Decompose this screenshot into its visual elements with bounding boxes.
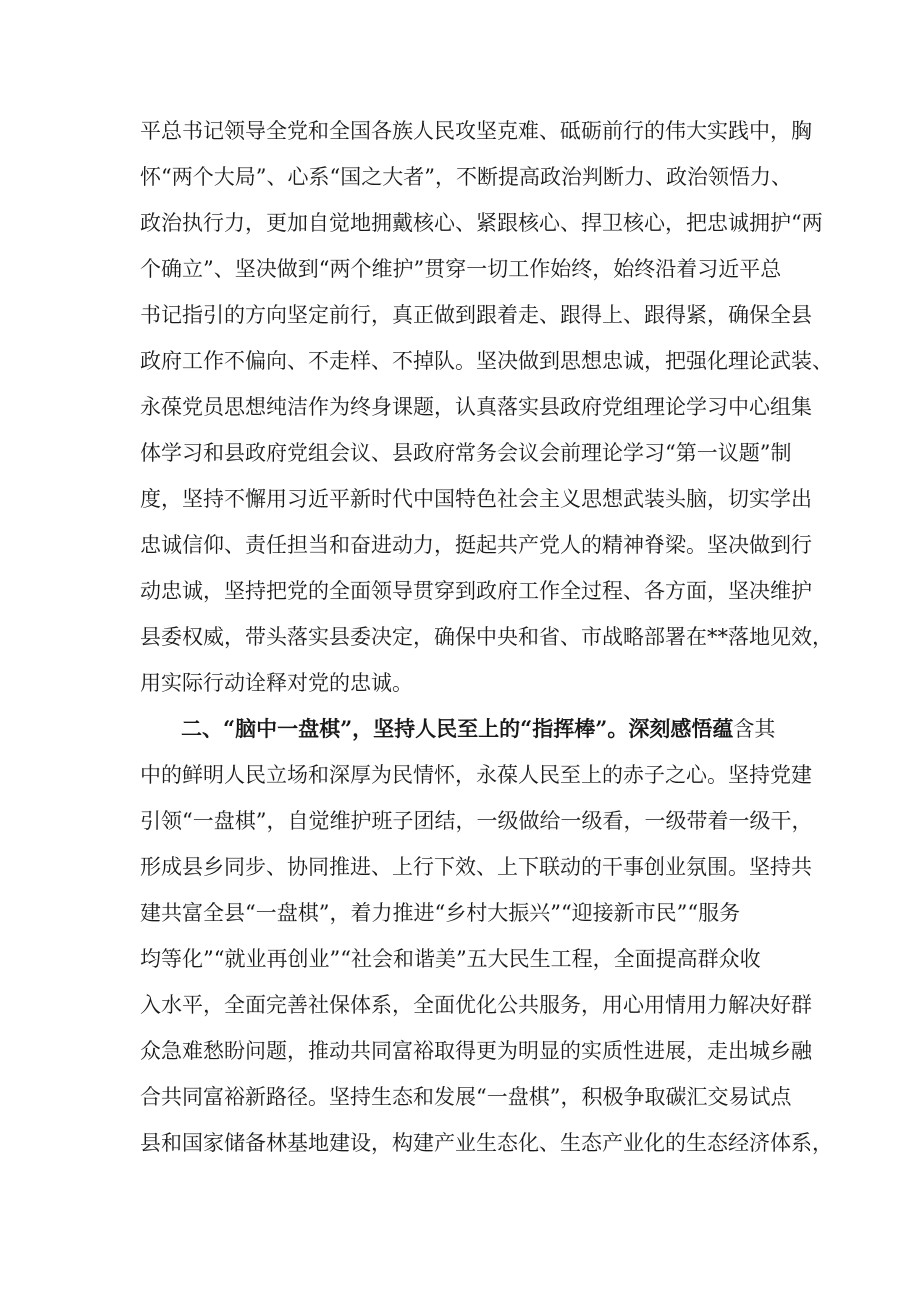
paragraph-1-line: 个确立”、坚决做到“两个维护”贯穿一切工作始终，始终沿着习近平总 bbox=[140, 257, 782, 281]
paragraph-1-line: 体学习和县政府党组会议、县政府常务会议会前理论学习“第一议题”制 bbox=[140, 441, 792, 465]
paragraph-1-line: 度，坚持不懈用习近平新时代中国特色社会主义思想武装头脑，切实学出 bbox=[140, 487, 812, 511]
section-heading-tail: 含其 bbox=[733, 717, 776, 741]
paragraph-2-line: 引领“一盘棋”，自觉维护班子团结，一级做给一级看，一级带着一级干， bbox=[140, 809, 813, 833]
section-heading: 二、“脑中一盘棋”，坚持人民至上的“指挥棒”。深刻感悟蕴 bbox=[181, 716, 734, 741]
paragraph-1-line: 永葆党员思想纯洁作为终身课题，认真落实县政府党组理论学习中心组集 bbox=[140, 395, 812, 419]
paragraph-2-line: 中的鲜明人民立场和深厚为民情怀，永葆人民至上的赤子之心。坚持党建 bbox=[140, 763, 812, 787]
paragraph-2-line: 县和国家储备林基地建设，构建产业生态化、生态产业化的生态经济体系， bbox=[140, 1131, 833, 1155]
paragraph-1-line: 用实际行动诠释对党的忠诚。 bbox=[140, 671, 413, 695]
paragraph-2-line: 合共同富裕新路径。坚持生态和发展“一盘棋”，积极争取碳汇交易试点 bbox=[140, 1085, 792, 1109]
paragraph-1-line: 平总书记领导全党和全国各族人民攻坚克难、砥砺前行的伟大实践中，胸 bbox=[140, 119, 812, 143]
paragraph-2-line: 建共富全县“一盘棋”，着力推进“乡村大振兴”“迎接新市民”“服务 bbox=[140, 901, 741, 925]
section-heading-line bbox=[181, 710, 775, 748]
paragraph-1-line: 怀“两个大局”、心系“国之大者”，不断提高政治判断力、政治领悟力、 bbox=[140, 165, 792, 189]
paragraph-1-line: 政府工作不偏向、不走样、不掉队。坚决做到思想忠诚，把强化理论武装、 bbox=[140, 349, 833, 373]
paragraph-1-line: 动忠诚，坚持把党的全面领导贯穿到政府工作全过程、各方面，坚决维护 bbox=[140, 579, 812, 603]
paragraph-2-line: 入水平，全面完善社保体系，全面优化公共服务，用心用情用力解决好群 bbox=[140, 993, 812, 1017]
paragraph-1-line: 书记指引的方向坚定前行，真正做到跟着走、跟得上、跟得紧，确保全县 bbox=[140, 303, 812, 327]
paragraph-2-line: 形成县乡同步、协同推进、上行下效、上下联动的干事创业氛围。坚持共 bbox=[140, 855, 812, 879]
paragraph-1-line: 忠诚信仰、责任担当和奋进动力，挺起共产党人的精神脊梁。坚决做到行 bbox=[140, 533, 812, 557]
paragraph-1-line: 县委权威，带头落实县委决定，确保中央和省、市战略部署在**落地见效， bbox=[140, 625, 833, 649]
paragraph-1-line: 政治执行力，更加自觉地拥戴核心、紧跟核心、捍卫核心，把忠诚拥护“两 bbox=[140, 211, 823, 235]
paragraph-2-line: 均等化”“就业再创业”“社会和谐美”五大民生工程，全面提高群众收 bbox=[140, 947, 761, 971]
paragraph-2-line: 众急难愁盼问题，推动共同富裕取得更为明显的实质性进展，走出城乡融 bbox=[140, 1039, 812, 1063]
